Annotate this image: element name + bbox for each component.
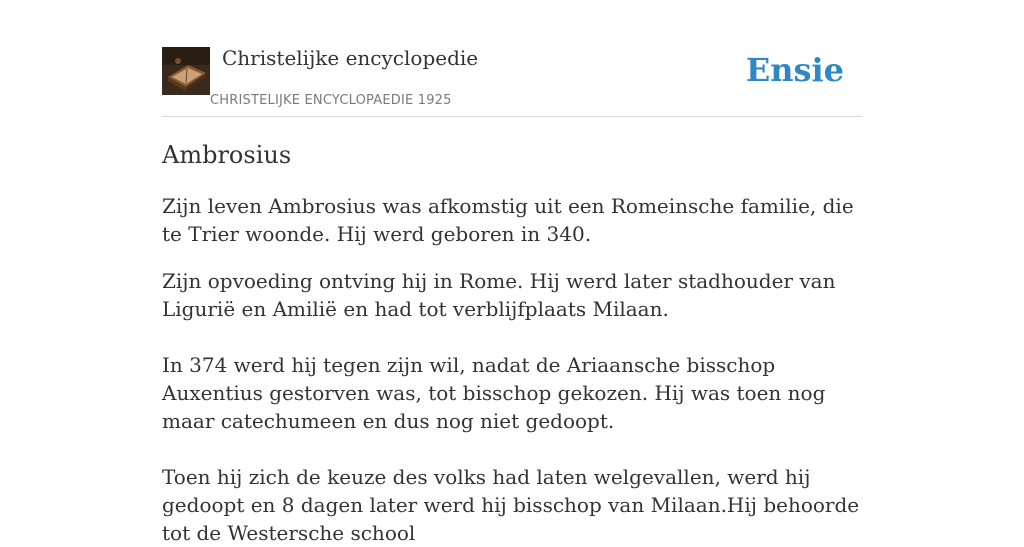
site-header [162,0,862,117]
article-paragraph: In 374 werd hij tegen zijn wil, nadat de Ariaansche bisschop Auxentius gestorven was, tot bisschop gekozen. Hij was toen nog maar catechumeen en dus nog niet gedoopt. [162,353,826,433]
article-paragraph: Zijn leven Ambrosius was afkomstig uit een Romeinsche familie, die te Trier woonde. Hij werd geboren in 340. [162,194,854,246]
book-photo-icon[interactable] [162,47,210,95]
site-title[interactable]: Christelijke encyclopedie [222,46,479,70]
brand-logo[interactable]: Ensie [745,51,844,89]
site-subtitle: CHRISTELIJKE ENCYCLOPAEDIE 1925 [210,93,452,108]
page-container [162,0,862,545]
article-title: Ambrosius [162,141,292,169]
article-paragraph: Toen hij zich de keuze des volks had laten welgevallen, werd hij gedoopt en 8 dagen later werd hij bisschop van Milaan.Hij behoorde tot de Westersche school [162,465,860,545]
article-paragraph: Zijn opvoeding ontving hij in Rome. Hij werd later stadhouder van Ligurië en Amilië en had tot verblijfplaats Milaan. [162,269,836,321]
